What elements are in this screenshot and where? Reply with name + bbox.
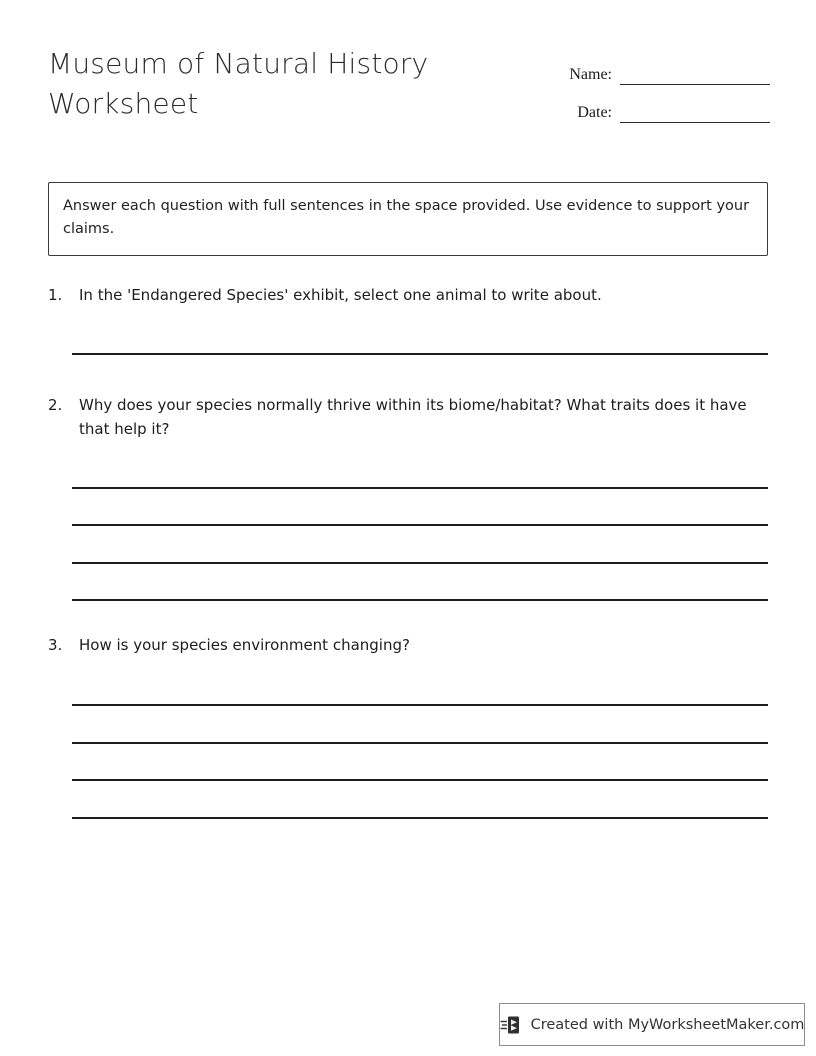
answer-lines (72, 669, 768, 819)
answer-line[interactable] (72, 317, 768, 355)
worksheet-header (0, 0, 816, 150)
answer-line[interactable] (72, 451, 768, 489)
question-number: 3. (48, 636, 63, 655)
question-item (48, 283, 768, 355)
answer-lines (72, 451, 768, 601)
name-field-label: Name: (569, 66, 612, 83)
name-field-row (540, 50, 770, 88)
instruction-box (48, 182, 768, 256)
question-item (48, 633, 768, 818)
question-heading (48, 633, 768, 657)
answer-line[interactable] (72, 526, 768, 564)
created-with-label: Created with MyWorksheetMaker.com (530, 1016, 805, 1033)
question-text: Why does your species normally thrive within its biome/habitat? What traits does it have that help it? (79, 395, 747, 439)
created-with-badge[interactable] (499, 1003, 805, 1046)
answer-line[interactable] (72, 706, 768, 744)
question-number: 2. (48, 395, 63, 414)
answer-line[interactable] (72, 744, 768, 782)
answer-line[interactable] (72, 564, 768, 602)
questions-list (48, 283, 768, 819)
date-field-label: Date: (577, 104, 612, 121)
date-field-input[interactable] (620, 122, 770, 123)
question-item (48, 393, 768, 602)
page-title: Museum of Natural History Worksheet (48, 47, 429, 120)
instruction-text: Answer each question with full sentences in the space provided. Use evidence to support your claims. (63, 198, 750, 238)
date-field-row (540, 88, 770, 126)
answer-line[interactable] (72, 781, 768, 819)
answer-line[interactable] (72, 489, 768, 527)
name-date-fields (540, 50, 770, 126)
question-heading (48, 283, 768, 307)
answer-line[interactable] (72, 669, 768, 707)
answer-lines (72, 317, 768, 355)
worksheet-maker-logo-icon (500, 1014, 522, 1036)
question-heading (48, 393, 768, 442)
question-text: In the 'Endangered Species' exhibit, select one animal to write about. (79, 286, 602, 304)
question-text: How is your species environment changing? (79, 636, 410, 655)
name-field-input[interactable] (620, 84, 770, 85)
question-number: 1. (48, 286, 63, 304)
